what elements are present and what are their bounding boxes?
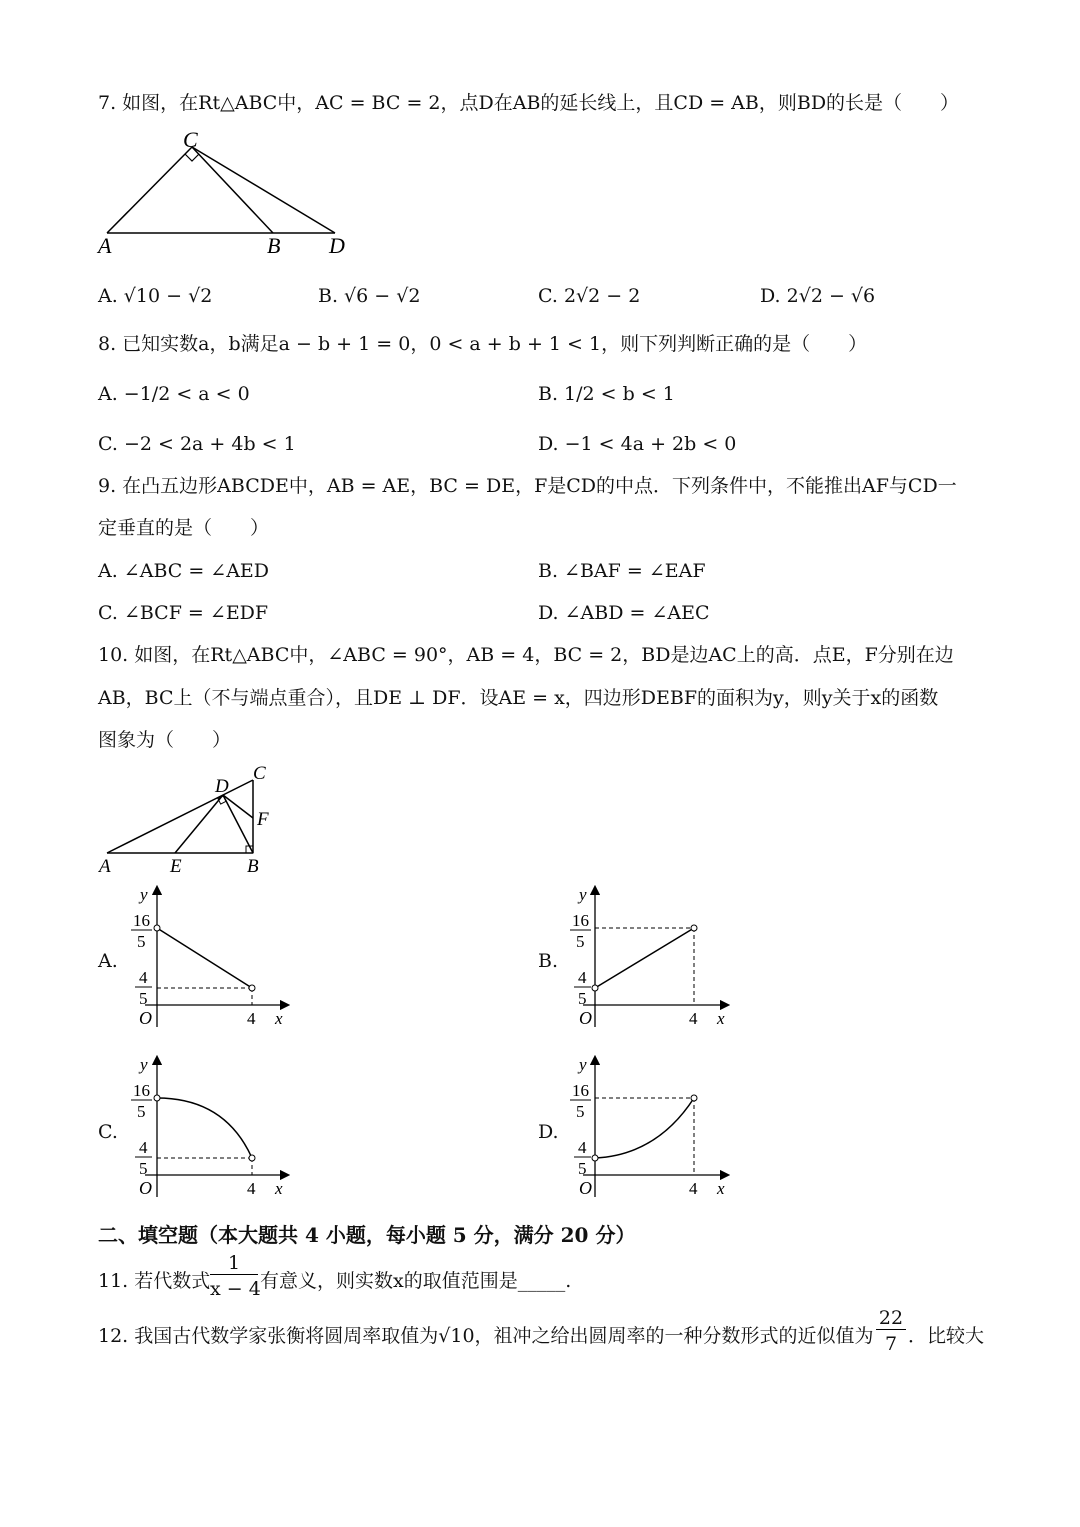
q12-post: ．比较大: [908, 1325, 985, 1347]
svg-text:x: x: [717, 1179, 725, 1198]
svg-text:5: 5: [576, 932, 585, 951]
q11-pre: 11. 若代数式: [98, 1270, 211, 1292]
q11-post: 有意义，则实数x的取值范围是_____.: [260, 1270, 572, 1292]
q7-triangle-figure: [95, 125, 365, 260]
svg-text:16: 16: [572, 1081, 589, 1100]
label-F: F: [257, 809, 269, 830]
graph-option-b-label: B.: [538, 950, 559, 972]
q7-option-d: D. 2√2 − √6: [760, 285, 876, 307]
graph-option-a-label: A.: [98, 950, 118, 972]
graph-c: [125, 1050, 305, 1200]
q7-option-a: A. √10 − √2: [98, 285, 213, 307]
svg-text:y: y: [579, 1055, 587, 1074]
q12-denominator: 7: [884, 1333, 898, 1355]
svg-text:4: 4: [578, 968, 587, 987]
label-A: A: [98, 233, 112, 258]
q7-stem: 7. 如图，在Rt△ABC中，AC = BC = 2，点D在AB的延长线上，且CD = AB，则BD的长是（ ）: [98, 92, 960, 114]
section-2-heading: 二、填空题（本大题共 4 小题，每小题 5 分，满分 20 分）: [98, 1223, 636, 1247]
q7-option-c: C. 2√2 − 2: [538, 285, 641, 307]
svg-text:4: 4: [139, 968, 148, 987]
q8-option-a: A. −1/2 < a < 0: [98, 383, 250, 405]
svg-text:4: 4: [689, 1179, 698, 1198]
q9-option-c: C. ∠BCF = ∠EDF: [98, 602, 269, 624]
svg-text:4: 4: [247, 1179, 256, 1198]
q9-option-d: D. ∠ABD = ∠AEC: [538, 602, 710, 624]
svg-text:16: 16: [133, 1081, 150, 1100]
svg-text:4: 4: [247, 1009, 256, 1028]
graph-b: [567, 880, 747, 1030]
graph-d: [567, 1050, 747, 1200]
label-C: C: [253, 763, 266, 784]
q8-stem: 8. 已知实数a，b满足a − b + 1 = 0，0 < a + b + 1 < 1，则下列判断正确的是（ ）: [98, 333, 868, 355]
q9-stem-line1: 9. 在凸五边形ABCDE中，AB = AE，BC = DE，F是CD的中点．下列条件中，不能推出AF与CD一: [98, 475, 957, 497]
svg-text:5: 5: [139, 989, 148, 1008]
q10-triangle-figure: [95, 760, 285, 880]
svg-text:O: O: [139, 1008, 152, 1028]
q7-option-b: B. √6 − √2: [318, 285, 421, 307]
graph-option-d-label: D.: [538, 1121, 559, 1143]
svg-text:4: 4: [689, 1009, 698, 1028]
q11-denominator: x − 4: [210, 1278, 261, 1300]
label-A: A: [99, 856, 111, 877]
q10-stem-line2: AB，BC上（不与端点重合），且DE ⊥ DF．设AE = x，四边形DEBF的面积为y，则y关于x的函数: [98, 687, 939, 709]
svg-text:y: y: [140, 1055, 148, 1074]
svg-text:5: 5: [137, 932, 146, 951]
q8-option-c: C. −2 < 2a + 4b < 1: [98, 433, 296, 455]
label-B: B: [267, 233, 281, 258]
svg-text:y: y: [579, 885, 587, 904]
svg-text:16: 16: [133, 911, 150, 930]
svg-text:O: O: [579, 1178, 592, 1198]
svg-text:4: 4: [139, 1138, 148, 1157]
graph-option-c-label: C.: [98, 1121, 118, 1143]
label-E: E: [170, 856, 182, 877]
svg-text:y: y: [140, 885, 148, 904]
q8-option-d: D. −1 < 4a + 2b < 0: [538, 433, 737, 455]
svg-text:5: 5: [137, 1102, 146, 1121]
graph-a: [125, 880, 305, 1030]
svg-text:x: x: [717, 1009, 725, 1028]
label-D: D: [329, 233, 345, 258]
label-B: B: [247, 856, 259, 877]
svg-text:x: x: [275, 1179, 283, 1198]
q12-pre: 12. 我国古代数学家张衡将圆周率取值为√10，祖冲之给出圆周率的一种分数形式的近似值为: [98, 1325, 874, 1347]
svg-text:x: x: [275, 1009, 283, 1028]
label-C: C: [183, 127, 198, 152]
label-D: D: [215, 776, 229, 797]
q10-stem-line3: 图象为（ ）: [98, 729, 232, 751]
q11-numerator: 1: [210, 1252, 258, 1275]
svg-text:5: 5: [578, 1159, 587, 1178]
svg-text:16: 16: [572, 911, 589, 930]
q12-numerator: 22: [876, 1307, 906, 1330]
q9-stem-line2: 定垂直的是（ ）: [98, 517, 270, 539]
svg-text:O: O: [139, 1178, 152, 1198]
q9-option-b: B. ∠BAF = ∠EAF: [538, 560, 706, 582]
svg-text:O: O: [579, 1008, 592, 1028]
svg-text:5: 5: [139, 1159, 148, 1178]
q10-stem-line1: 10. 如图，在Rt△ABC中，∠ABC = 90°，AB = 4，BC = 2，BD是边AC上的高．点E，F分别在边: [98, 644, 954, 666]
q9-option-a: A. ∠ABC = ∠AED: [98, 560, 270, 582]
q12-stem: [98, 1305, 998, 1355]
svg-text:5: 5: [576, 1102, 585, 1121]
svg-text:4: 4: [578, 1138, 587, 1157]
q8-option-b: B. 1/2 < b < 1: [538, 383, 675, 405]
svg-text:5: 5: [578, 989, 587, 1008]
